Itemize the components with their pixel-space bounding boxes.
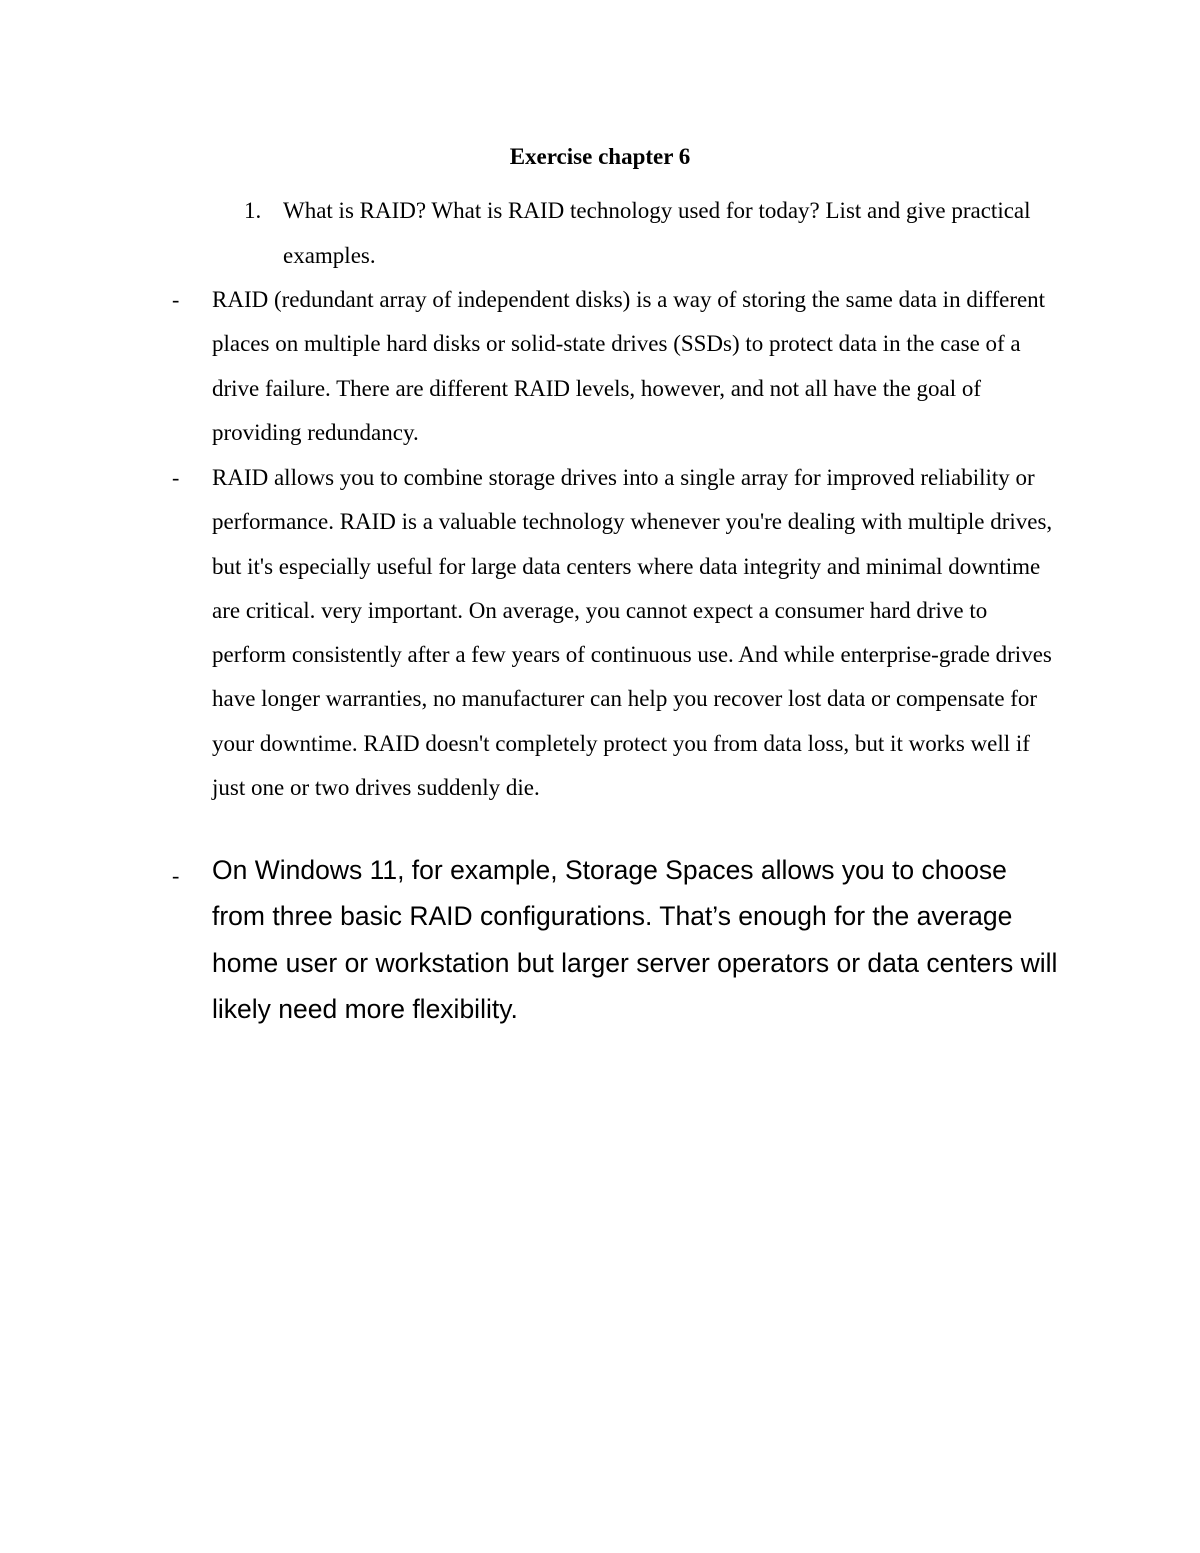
bullet-item: [172, 847, 1072, 1032]
document-title: Exercise chapter 6: [509, 144, 691, 169]
bullet-item: [172, 278, 1072, 455]
bullet-item: [172, 456, 1072, 810]
bullet-marker: -: [172, 287, 180, 312]
question-text: What is RAID? What is RAID technology used for today? List and give practical examples.: [283, 198, 1031, 268]
question-number: 1.: [244, 198, 262, 223]
bullet-text: RAID (redundant array of independent disks) is a way of storing the same data in different places on multiple hard disks or solid-state drives (SSDs) to protect data in the case of a drive failure. There are different RAID levels, however, and not all have the goal of providing redundancy.: [212, 287, 1046, 445]
bullet-text: On Windows 11, for example, Storage Spaces allows you to choose from three basic RAID configurations. That’s enough for the average home user or workstation but larger server operators or data centers will likely need more flexibility.: [212, 855, 1058, 1024]
bullet-marker: -: [172, 465, 180, 490]
question-item: [244, 189, 1044, 278]
bullet-marker: -: [172, 863, 180, 888]
bullet-text: RAID allows you to combine storage drives into a single array for improved reliability or performance. RAID is a valuable technology whenever you're dealing with multiple drives, but it's especially useful for large data centers where data integrity and minimal downtime are critical. very important. On average, you cannot expect a consumer hard drive to perform consistently after a few years of continuous use. And while enterprise-grade drives have longer warranties, no manufacturer can help you recover lost data or compensate for your downtime. RAID doesn't completely protect you from data loss, but it works well if just one or two drives suddenly die.: [212, 465, 1053, 801]
